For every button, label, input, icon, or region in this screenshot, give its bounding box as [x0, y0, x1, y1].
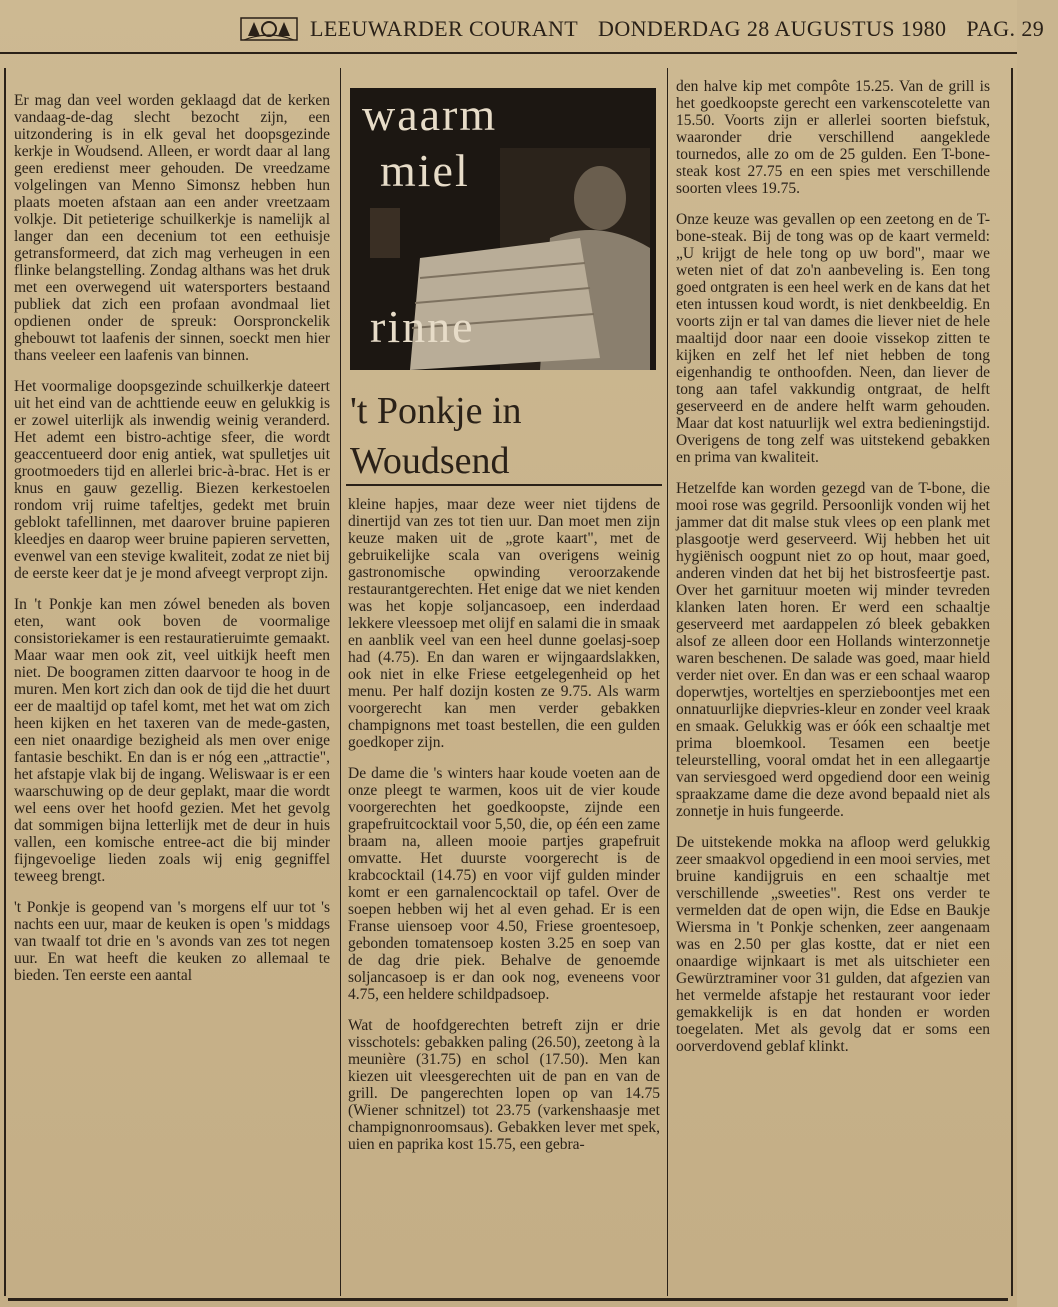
- paragraph: De dame die 's winters haar koude voeten aan de onze pleegt te warmen, koos uit de vier koude voorgerechten het goedkoopste, zijnde een grapefruitcocktail voor 5,50, die, op één een zame braam na, alleen mooie partjes grapefruit omvatte. Het duurste voorgerecht is de krabcocktail (14.75) en voor vijf gulden minder komt er een garnalencocktail op tafel. Over de soepen hebben wij het al even gehad. Er is een Franse uiensoep voor 4.50, Friese groentesoep, gebonden tomatensoep kosten 3.25 en soep van de dag drie piek. Behalve de genoemde soljancasoep is er dan ook nog, eveneens voor 4.75, een heldere schildpadsoep.: [348, 765, 660, 1003]
- paragraph: In 't Ponkje kan men zówel beneden als boven eten, want ook boven de voormalige consistoriekamer is een restauratieruimte gemaakt. Maar waar men ook zit, veel uitkijk heeft men niet. De boogramen zitten daarvoor te hoog in de muren. Men kort zich dan ook de tijd die het duurt eer de maaltijd op tafel komt, met het wat om zich heen kijken en het taxeren van de mede-gasten, een niet onaardige bezigheid als men over enige fantasie beschikt. En dan is er nóg een „attractie", het afstapje vlak bij de ingang. Weliswaar is er een waarschuwing op de deur geplakt, maar die wordt wel eens over het hoofd gezien. Met het gevolg dat sommigen bijna letterlijk met de deur in huis vallen, een komische entree-act die bij minder fijngevoelige lieden zoals wij enig gegniffel teweeg brengt.: [14, 596, 330, 885]
- article-headline: [350, 386, 660, 486]
- photo-word-2: miel: [380, 145, 470, 196]
- paragraph: Hetzelfde kan worden gezegd van de T-bone, die mooi rose was gegrild. Persoonlijk vonden wij het jammer dat dit malse stuk vlees op een plank met plasgootje werd geserveerd. Wij hebben het uit hygiënisch oogpunt niet zo op hout, maar goed, anderen vinden dat het bij het bistrosfeertje past. Over het garnituur moeten wij minder tevreden klanken laten horen. Er werd een schaaltje geserveerd met aardappelen zó bleek gebakken alsof ze alleen door een Hollands winterzonnetje waren beschenen. De salade was goed, maar hield verder niet over. En dan was er een schaal waarop doperwtjes, worteltjes en sperzieboontjes met een onnatuurlijke diepvries-kleur en zonder veel kraak en smaak. Gelukkig was er óók een schaaltje met prima bloemkool. Tesamen een beetje teleurstelling, vooral omdat het in een allegaartje van serviesgoed werd opgediend door een weinig spraakzame dame die deze avond bepaald niet als zonnetje in huis fungeerde.: [676, 480, 990, 820]
- newspaper-name: LEEUWARDER COURANT: [310, 16, 579, 41]
- photo-word-1: waarm: [362, 89, 498, 140]
- paragraph: kleine hapjes, maar deze weer niet tijdens de dinertijd van zes tot tien uur. Dan moet men zijn keuze maken uit de „grote kaart", met de gebruikelijke scala van overigens weinig gastronomische opwinding veroorzakende restaurantgerechten. Het enige dat we niet kenden was het kopje soljancasoep, een inderdaad lekkere vleessoep met olijf en salami die in smaak en aanblik veel van een heel dunne goelasj-soep had (4.75). En dan waren er wijngaardslakken, ook niet in elke Friese eetgelegenheid op het menu. Per half dozijn kosten ze 9.75. Als warm voorgerecht kan men verder gebakken champignons met toast bestellen, die een gulden goedkoper zijn.: [348, 496, 660, 751]
- issue-date: DONDERDAG 28 AUGUSTUS 1980: [598, 16, 947, 41]
- paragraph: Het voormalige doopsgezinde schuilkerkje dateert uit het eind van de achttiende eeuw en gelukkig is er zowel uiterlijk als inwendig weinig veranderd. Het ademt een bistro-achtige sfeer, die wordt geaccentueerd door enig antiek, wat spulletjes uit grootmoeders tijd en allerlei bric-à-brac. Het is er knus en gauw gezellig. Biezen kerkestoelen rondom vrij ruime tafeltjes, gedekt met bruin geblokt tafellinnen, met daarover bruine papieren kleedjes en daarop weer bruine papieren servetten, evenwel van een stevige kwaliteit, zodat ze niet bij de eerste keer dat je je mond afveegt verpropt zijn.: [14, 378, 330, 582]
- column-rule-1: [340, 68, 341, 1296]
- headline-line-2: Woudsend: [350, 440, 510, 482]
- coat-of-arms-logo: [240, 16, 298, 42]
- masthead: [0, 0, 1045, 54]
- paragraph: den halve kip met compôte 15.25. Van de grill is het goedkoopste gerecht een varkenscotelette van 15.50. Voorts zijn er allerlei soorten biefstuk, waaronder drie verschillend aangeklede tournedos, alle zo om de 25 gulden. Een T-bone-steak kost 27.75 en een spies met verschillende soorten vlees 19.75.: [676, 78, 990, 197]
- page-number: PAG. 29: [966, 16, 1045, 41]
- left-border: [4, 68, 6, 1296]
- article-column-1: [14, 92, 330, 998]
- paragraph: De uitstekende mokka na afloop werd gelukkig zeer smaakvol opgediend in een mooi servies, met bruine kandijgruis en een schaaltje met verschillende „sweeties". Rest ons verder te vermelden dat de open wijn, die Edse en Baukje Wiersma in 't Ponkje schenken, zeer aangenaam was en 2.50 per glas kostte, dat er niet een onaardige wijnkaart is met als uitschieter een Gewürztraminer voor 31 gulden, dat afgezien van het vermelde afstapje het restaurant voor ieder gemakkelijk is en dat honden er worden toegelaten. Met als gevolg dat er soms een oorverdovend geblaf klinkt.: [676, 834, 990, 1055]
- bottom-rule: [8, 1298, 1008, 1301]
- right-border: [1011, 68, 1013, 1296]
- paragraph: Wat de hoofdgerechten betreft zijn er drie visschotels: gebakken paling (26.50), zeetong à la meunière (31.75) en schol (17.50). Men kan kiezen uit vleesgerechten uit de pan en van de grill. De pangerechten lopen op van 14.75 (Wiener schnitzel) tot 23.75 (varkenshaasje met champignonroomsaus). Gebakken lever met spek, uien en paprika kost 15.75, een gebra-: [348, 1017, 660, 1153]
- article-column-2: [348, 496, 660, 1167]
- paragraph: Er mag dan veel worden geklaagd dat de kerken vandaag-de-dag slecht bezocht zijn, een uitzondering is in elk geval het doopsgezinde kerkje in Woudsend. Alleen, er wordt daar al lang geen eredienst meer gehouden. De vreedzame volgelingen van Menno Simonsz hebben hun plaats moeten afstaan aan een ander vreetzaam volkje. Dit petieterige schuilkerkje is namelijk al langer dan een decenium tot een eethuisje getransformeerd, dat zich mag verheugen in een flinke belangstelling. Zondag althans was het druk met een overwegend uit watersporters bestaand publiek dat zich een profaan avondmaal liet opdienen onder de spreuk: Oorspronckelik ghebouwt tot laafenis der sinnen, soeckt men hier thans veeleer een laafenis van binnen.: [14, 92, 330, 364]
- paragraph: 't Ponkje is geopend van 's morgens elf uur tot 's nachts een uur, maar de keuken is open 's middags van twaalf tot drie en 's avonds van zes tot negen uur. En wat heeft die keuken zo allemaal te bieden. Ten eerste een aantal: [14, 899, 330, 984]
- column-rule-2: [667, 68, 668, 1296]
- masthead-text: [310, 16, 1058, 42]
- article-column-3: [676, 78, 990, 1069]
- paragraph: Onze keuze was gevallen op een zeetong en de T-bone-steak. Bij de tong was op de kaart vermeld: „U krijgt de hele tong op uw bord", maar we weten niet of dat zo'n aanbeveling is. Een tong goed ontgraten is een heel werk en de kans dat het eten intussen koud wordt, is niet denkbeeldig. En voorts zijn er tal van dames die liever niet de hele maaltijd door naar een dooie vissekop zitten te kijken en zelf het lef niet hebben de tong eigenhandig te onthoofden. Neen, dan liever de tong aan tafel vakkundig ontgraat, de helft geserveerd en de andere helft warm gehouden. Maar dat kost natuurlijk wel extra bedieningstijd. Overigens de tong zelf was uitstekend gebakken en prima van kwaliteit.: [676, 211, 990, 466]
- photo-word-3: rinne: [370, 301, 475, 352]
- headline-line-1: 't Ponkje in: [350, 390, 522, 432]
- column-logo-photo: [350, 88, 656, 370]
